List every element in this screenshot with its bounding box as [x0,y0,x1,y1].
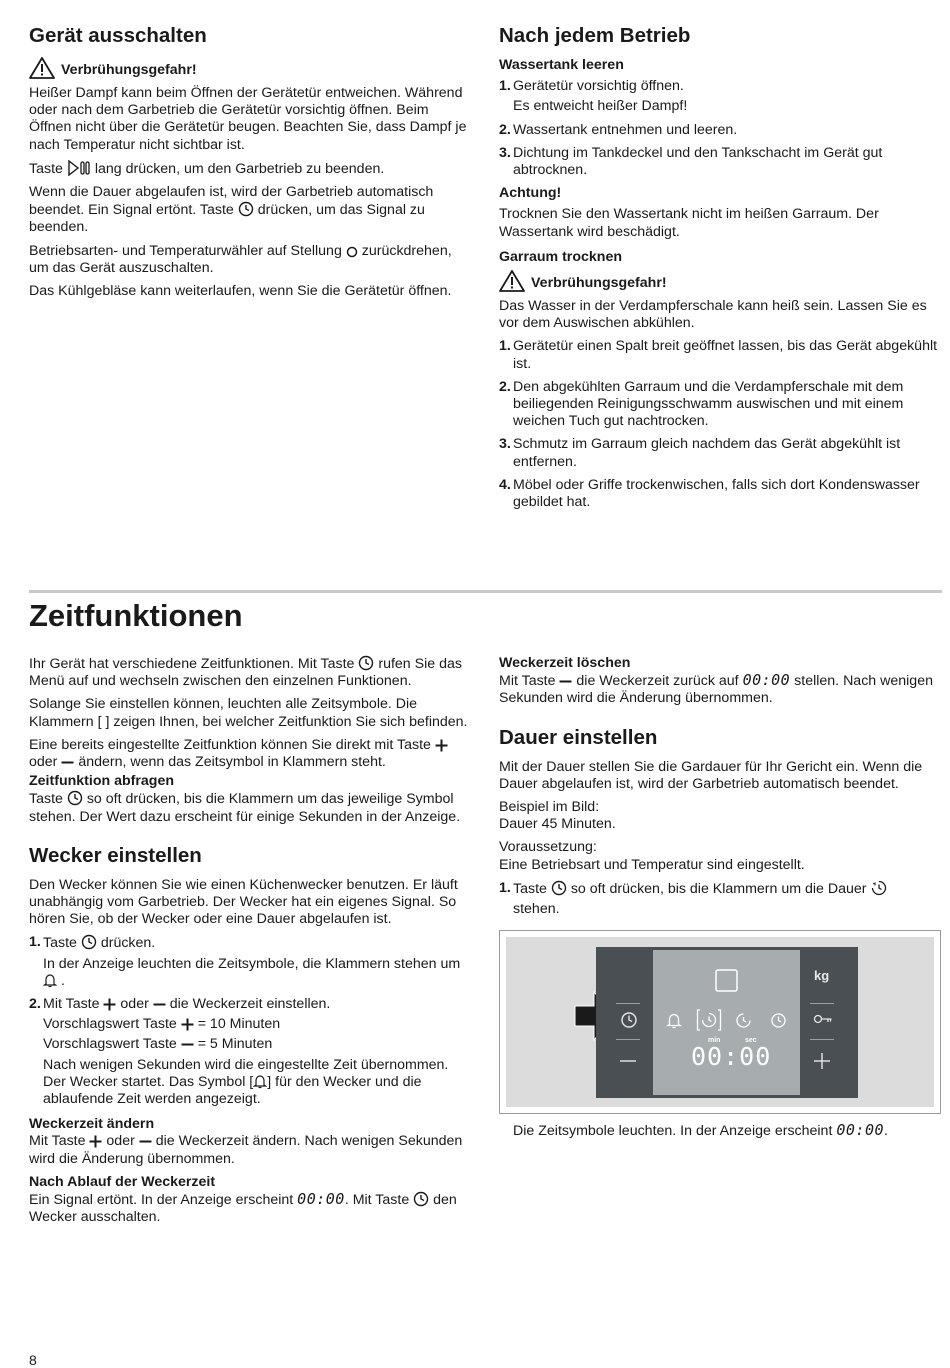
panel-separator [616,1039,640,1040]
warning-label: Verbrühungsgefahr! [61,61,197,78]
display-screen [653,950,800,1095]
section-zeitfunktionen-right [499,655,941,1146]
heading-weckerzeit-aendern: Weckerzeit ändern [29,1116,155,1133]
plus-icon [435,739,448,752]
paragraph: Taste lang drücken, um den Garbetrieb zu beenden. [29,160,385,177]
figure-background [506,937,934,1107]
list-item: 1. Taste so oft drücken, bis die Klammern um die Dauer stehen. [499,880,941,918]
bell-icon [43,973,57,988]
minus-icon [153,998,166,1011]
section-zeitfunktionen-left [29,655,469,1232]
paragraph: Wenn die Dauer abgelaufen ist, wird der Garbetrieb automatisch beendet. Ein Signal ertönt. Taste drücken, um das Signal zu beenden. [29,184,434,236]
clock-icon [67,790,83,806]
clock-icon [358,655,374,671]
plus-button-icon[interactable] [813,1052,831,1070]
key-lock-button-icon[interactable] [813,1013,833,1025]
clock-icon [551,880,567,896]
paragraph: Eine bereits eingestellte Zeitfunktion können Sie direkt mit Taste oder ändern, wenn das Zeitsymbol in Klammern steht. [29,737,469,771]
warning-scald [499,270,941,292]
list-item: 4. Möbel oder Griffe trockenwischen, falls sich dort Kondenswasser gebildet hat. [499,476,920,511]
paragraph: Den Wecker können Sie wie einen Küchenwecker benutzen. Er läuft unabhängig vom Garbetrieb. Der Wecker hat ein eigenes Signal. So hören Sie, ob der Wecker oder eine Dauer abgelaufen ist. [29,876,458,928]
heading-wecker-einstellen: Wecker einstellen [29,843,202,867]
heading-weckerzeit-loeschen: Weckerzeit löschen [499,655,631,671]
steps-garraum [499,338,941,511]
list-item: 3. Dichtung im Tankdeckel und den Tankschacht im Gerät gut abtrocknen. [499,144,883,179]
minus-icon [181,1038,194,1051]
section-divider [29,590,942,593]
paragraph: Das Kühlgebläse kann weiterlaufen, wenn Sie die Gerätetür öffnen. [29,283,452,300]
sec-label: sec [745,1037,757,1045]
figure-caption: Die Zeitsymbole leuchten. In der Anzeige erscheint 00:00. [513,1121,888,1140]
plus-icon [89,1135,102,1148]
list-item: 3. Schmutz im Garraum gleich nachdem das Gerät abgekühlt ist entfernen. [499,436,901,470]
paragraph: Ihr Gerät hat verschiedene Zeitfunktionen. Mit Taste rufen Sie das Menü auf und wechseln zwischen den einzelnen Funktionen. [29,656,462,690]
warning-label: Verbrühungsgefahr! [531,274,667,291]
bell-symbol-icon [666,1012,682,1029]
segment-display-value: 00:00 [836,1121,885,1140]
kg-label[interactable]: kg [814,968,830,984]
warning-scald [29,57,469,79]
heading-wassertank: Wassertank leeren [499,57,624,73]
paragraph: Solange Sie einstellen können, leuchten alle Zeitsymbole. Die Klammern [ ] zeigen Ihnen, bei welcher Zeitfunktion Sie sich befinden. [29,696,468,730]
segment-display-value: 00:00 [297,1190,345,1209]
section-nach-jedem-betrieb [499,24,941,517]
heading-geraet-ausschalten: Gerät ausschalten [29,24,207,47]
warning-triangle-icon [499,270,525,292]
heading-zeitfunktion-abfragen: Zeitfunktion abfragen [29,773,175,790]
section-geraet-ausschalten [29,24,469,306]
clock-icon [238,201,254,217]
paragraph: Heißer Dampf kann beim Öffnen der Gerätetür entweichen. Während oder nach dem Garbetrieb die Gerätetür vorsichtig öffnen. Beim Öffnen nicht über die Gerätetür beugen. Beachten Sie, dass Dampf je nach Temperatur nicht sichtbar ist. [29,85,467,153]
list-item: 2. Mit Taste oder die Weckerzeit einstellen. Vorschlagswert Taste = 10 Minuten Vorschlagswert Taste = 5 Minuten Nach wenigen Sekunden wird die eingestellte Zeit übernommen. Der Wecker startet. Das Symbol [ ] für den Wecker und die ablaufende Zeit werden angezeigt. [29,996,449,1108]
duration-icon [871,880,887,896]
heading-zeitfunktionen: Zeitfunktionen [29,598,243,633]
clock-icon [413,1191,429,1207]
steps-dauer [499,880,941,918]
plus-icon [181,1018,194,1031]
list-item: 1. Gerätetür vorsichtig öffnen. Es entweicht heißer Dampf! [499,78,688,115]
list-item: 1. Taste drücken. In der Anzeige leuchten die Zeitsymbole, die Klammern stehen um . [29,934,461,989]
display-digits: 00:00 [691,1042,772,1072]
paragraph: Betriebsarten- und Temperaturwähler auf Stellung zurückdrehen, um das Gerät auszuschalten. [29,242,452,276]
list-item: 1. Gerätetür einen Spalt breit geöffnet lassen, bis das Gerät abgekühlt ist. [499,338,938,372]
list-item: 2. Den abgekühlten Garraum und die Verdampferschale mit dem beiliegenden Reinigungsschwamm auswischen und mit einem weichen Tuch gut nachtrocken. [499,378,904,430]
paragraph: Das Wasser in der Verdampferschale kann heiß sein. Lassen Sie es vor dem Auswischen abkühlen. [499,298,927,332]
paragraph: Taste so oft drücken, bis die Klammern um das jeweilige Symbol stehen. Der Wert dazu erscheint für einige Sekunden in der Anzeige. [29,791,461,825]
minus-button-icon[interactable] [619,1052,637,1070]
panel-separator [810,1039,834,1040]
minus-icon [139,1135,152,1148]
oven-control-panel [596,947,858,1098]
heading-dauer-einstellen: Dauer einstellen [499,725,658,749]
minus-icon [61,756,74,769]
heading-nach-ablauf: Nach Ablauf der Weckerzeit [29,1173,216,1190]
clock-symbol-icon [770,1012,787,1029]
duration-symbol-bracketed-icon [696,1008,722,1032]
warning-triangle-icon [29,57,55,79]
heading-nach-jedem-betrieb: Nach jedem Betrieb [499,24,691,47]
clock-icon [81,934,97,950]
heading-garraum: Garraum trocknen [499,248,622,265]
start-pause-icon [67,160,91,176]
plus-icon [103,998,116,1011]
rectangle-symbol-icon [715,969,738,992]
paragraph: Mit Taste oder die Weckerzeit ändern. Nach wenigen Sekunden wird die Änderung übernommen. [29,1133,463,1167]
paragraph: Trocknen Sie den Wassertank nicht im heißen Garraum. Der Wassertank wird beschädigt. [499,206,879,240]
paragraph: Mit der Dauer stellen Sie die Gardauer für Ihr Gericht ein. Wenn die Dauer abgelaufen ist, wird der Garbetrieb automatisch beendet. [499,758,923,792]
paragraph: Beispiel im Bild: Dauer 45 Minuten. [499,799,616,833]
clock-button-icon[interactable] [620,1011,638,1029]
bell-icon [253,1074,267,1089]
segment-display-value: 00:00 [742,671,791,690]
min-label: min [708,1037,721,1045]
steps-wassertank [499,78,941,179]
off-position-icon [346,246,358,258]
panel-separator [810,1003,834,1004]
paragraph: Mit Taste die Weckerzeit zurück auf 00:00 stellen. Nach wenigen Sekunden wird die Änderung übernommen. [499,671,933,707]
paragraph: Voraussetzung: Eine Betriebsart und Temperatur sind eingestellt. [499,839,805,873]
paragraph: Ein Signal ertönt. In der Anzeige erscheint 00:00. Mit Taste den Wecker ausschalten. [29,1190,457,1226]
page-number: 8 [29,1352,37,1368]
steps-wecker [29,934,469,1108]
heading-achtung: Achtung! [499,185,562,202]
end-time-symbol-icon [735,1012,752,1029]
panel-separator [616,1003,640,1004]
list-item: 2. Wassertank entnehmen und leeren. [499,121,738,138]
control-panel-figure [499,930,941,1114]
minus-icon [559,675,572,688]
